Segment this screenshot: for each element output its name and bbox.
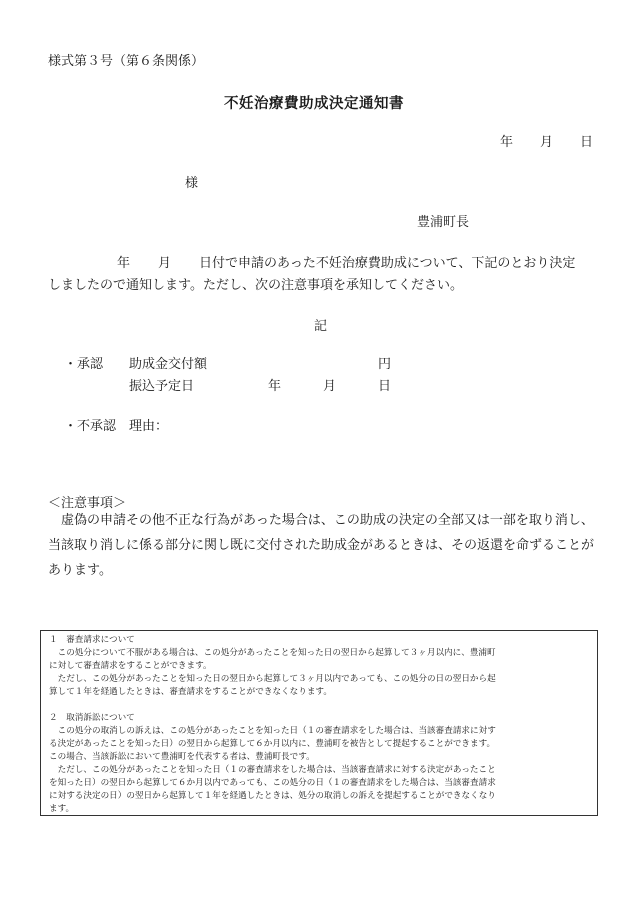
issuer-name: 豊浦町長 [417,215,470,230]
appeal-text-line: を知った日）の翌日から起算して６か月以内であっても、この処分の日（１の審査請求をした場合は、当該審査請求 [49,778,496,788]
addressee-suffix: 様 [185,176,199,191]
appeal-text-line: に対する決定の日）の翌日から起算して１年を経過したときは、処分の取消しの訴えを提起することができなくなり [49,791,496,801]
appeal-section2-heading: ２ 取消訴訟について [49,713,135,723]
intro-year-label: 年 [117,256,131,271]
appeal-info-box [40,630,598,816]
form-number: 様式第３号（第６条関係） [48,54,205,69]
notes-heading: ＜注意事項＞ [48,496,127,511]
appeal-text-line: ます。 [49,804,75,814]
transfer-day-label: 日 [378,379,392,394]
date-day-label: 日 [580,135,594,150]
intro-line1: 日付で申請のあった不妊治療費助成について、下記のとおり決定 [199,256,576,271]
transfer-date-label: 振込予定日 [129,379,195,394]
date-year-label: 年 [500,135,514,150]
appeal-text-line: この処分について不服がある場合は、この処分があったことを知った日の翌日から起算して３ヶ月以内に、豊浦町 [49,648,496,658]
document-title: 不妊治療費助成決定通知書 [224,95,404,112]
appeal-section1-heading: １ 審査請求について [49,635,135,645]
appeal-text-line: この処分の取消しの訴えは、この処分があったことを知った日（１の審査請求をした場合は、当該審査請求に対す [49,726,496,736]
appeal-text-line: る決定があったことを知った日）の翌日から起算して６か月以内に、豊浦町を被告として提起することができます。 [49,739,496,749]
intro-month-label: 月 [158,256,172,271]
notes-body: 虚偽の申請その他不正な行為があった場合は、この助成の決定の全部又は一部を取り消し、当該取り消しに係る部分に関し既に交付された助成金があるときは、その返還を命ずることがあります。 [48,513,595,578]
approval-label: ・承認 [64,357,104,372]
disapproval-label: ・不承認 [64,419,117,434]
appeal-text-line: 算して１年を経過したときは、審査請求をすることができなくなります。 [49,687,332,697]
appeal-text-line: に対して審査請求をすることができます。 [49,661,212,671]
grant-amount-label: 助成金交付額 [129,357,208,372]
appeal-text-line: ただし、この処分があったことを知った日（１の審査請求をした場合は、当該審査請求に対する決定があったこと [49,765,496,775]
transfer-year-label: 年 [268,379,282,394]
appeal-text-line: ただし、この処分があったことを知った日の翌日から起算して３ヶ月以内であっても、この処分の日の翌日から起 [49,674,496,684]
date-month-label: 月 [540,135,554,150]
intro-line2: しましたので通知します。ただし、次の注意事項を承知してください。 [48,278,463,293]
ki-heading: 記 [314,319,328,334]
appeal-text-line: この場合、当該訴訟において豊浦町を代表する者は、豊浦町長です。 [49,752,315,762]
grant-amount-unit: 円 [378,357,392,372]
transfer-month-label: 月 [323,379,337,394]
reason-label: 理由： [129,419,169,434]
